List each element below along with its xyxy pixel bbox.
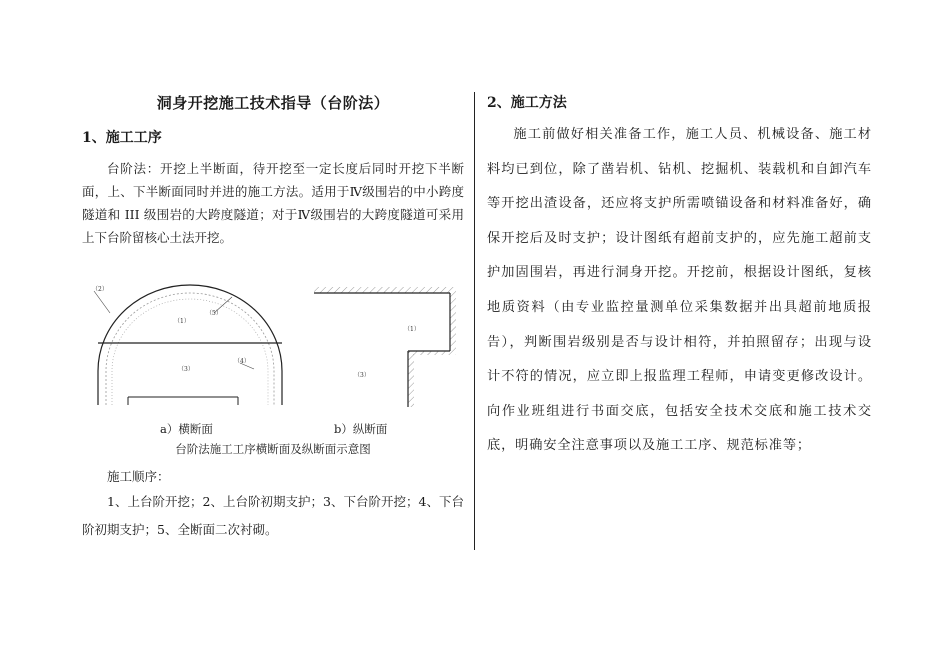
- left-column: [82, 92, 464, 544]
- construction-figure: [82, 283, 464, 459]
- section-1-heading: 1、施工工序: [82, 130, 162, 146]
- document-title: 洞身开挖施工技术指导（台阶法）: [156, 94, 390, 112]
- intro-paragraph: 台阶法：开挖上半断面，待开挖至一定长度后同时开挖下半断面，上、下半断面同时并进的施工方法。适用于Ⅳ级围岩的中小跨度隧道和 III 级围岩的大跨度隧道；对于Ⅳ级围岩的大跨度隧道可采用上下台阶留核心土法开挖。: [82, 161, 464, 245]
- subcaption-a: a）横断面: [160, 422, 213, 436]
- sequence-label: 施工顺序：: [107, 469, 170, 484]
- subcaption-b: b）纵断面: [334, 422, 388, 436]
- cross-section-drawing: [94, 285, 282, 405]
- label-a-5: （5）: [206, 310, 222, 317]
- label-b-1: （1）: [404, 326, 420, 333]
- right-column: [487, 92, 872, 464]
- longitudinal-section-drawing: [314, 287, 456, 407]
- column-divider: [474, 92, 475, 550]
- label-a-1: （1）: [174, 318, 190, 325]
- section-2-heading: 2、施工方法: [487, 95, 567, 111]
- label-b-3: （3）: [354, 372, 370, 379]
- label-a-4: （4）: [234, 358, 250, 365]
- label-a-3: （3）: [178, 366, 194, 373]
- figure-caption: 台阶法施工工序横断面及纵断面示意图: [175, 442, 371, 456]
- label-a-2: （2）: [92, 286, 108, 293]
- sequence-text: 1、上台阶开挖；2、上台阶初期支护；3、下台阶开挖；4、下台阶初期支护；5、全断面二次衬砌。: [82, 494, 464, 537]
- method-paragraph: 施工前做好相关准备工作，施工人员、机械设备、施工材料均已到位，除了凿岩机、钻机、挖掘机、装载机和自卸汽车等开挖出渣设备，还应将支护所需喷锚设备和材料准备好，确保开挖后及时支护；设计图纸有超前支护的，应先施工超前支护加固围岩，再进行洞身开挖。开挖前，根据设计图纸，复核地质资料（由专业监控量测单位采集数据并出具超前地质报告），判断围岩级别是否与设计相符，并拍照留存；出现与设计不符的情况，应立即上报监理工程师，申请变更修改设计。向作业班组进行书面交底，包括安全技术交底和施工技术交底，明确安全注意事项以及施工工序、规范标准等；: [487, 127, 872, 454]
- figure-drawing: [82, 283, 464, 423]
